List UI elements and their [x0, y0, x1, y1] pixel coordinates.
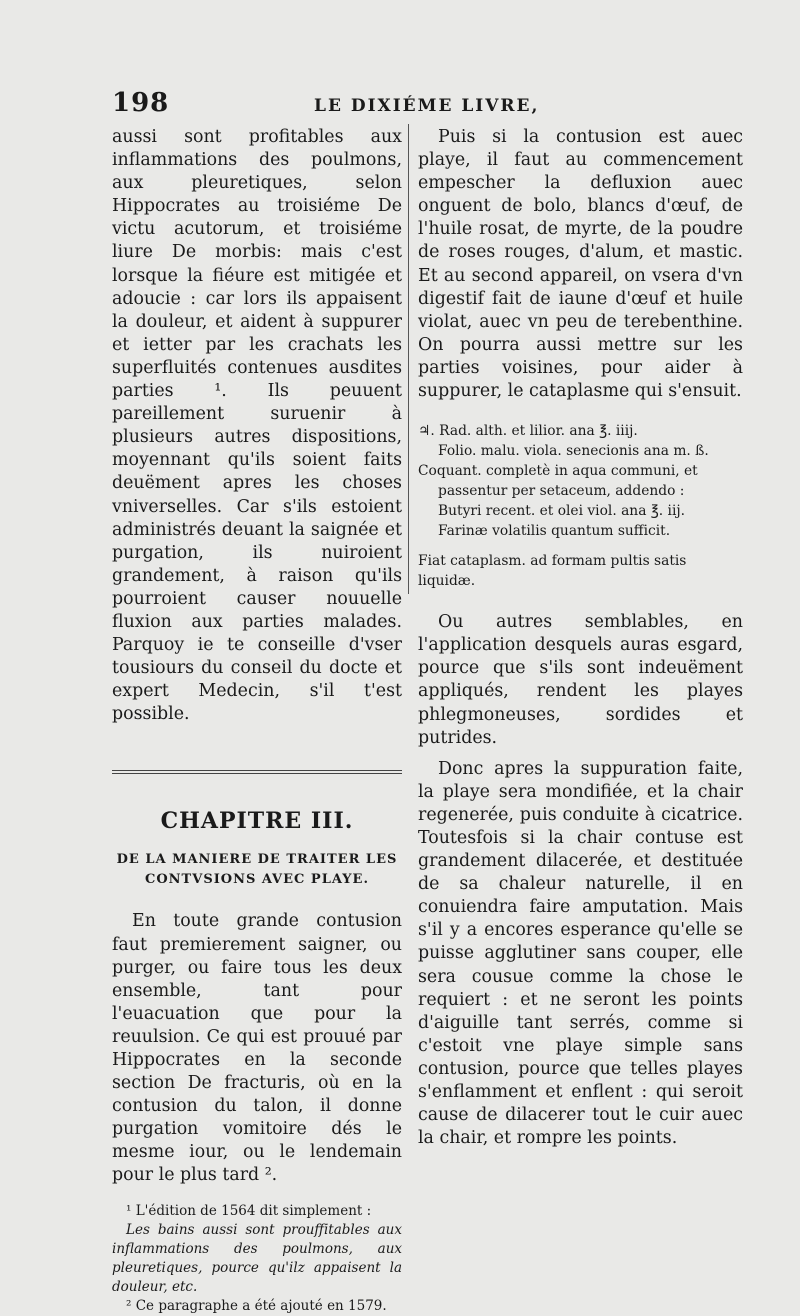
- footnote-1-intro: ¹ L'édition de 1564 dit simplement :: [126, 1202, 372, 1219]
- recipe-line: Butyri recent. et olei viol. ana ℥. iij.: [438, 503, 686, 520]
- right-paragraph-1: Puis si la contusion est auec playe, il faut au commencement empescher la defluxion auec onguent de bolo, blancs d'œuf, de l'huile rosat, de myrte, de la poudre de roses rouges, d'alum, et mastic. Et au second appareil, on vsera d'vn digestif fait de iaune d'œuf et huile violat, auec vn peu de terebenthine. On pourra aussi mettre sur les parties voisines, pour aider à suppurer, le cataplasme qui s'ensuit.: [418, 127, 743, 402]
- left-paragraph-1: aussi sont profitables aux inflammations des poulmons, aux pleuretiques, selon Hippocrates au troisiéme De victu acutorum, et troisiéme liure De morbis: mais c'est lorsque la fiéure est mitigée et adoucie : car lors ils appaisent la douleur, et aident à suppurer et ietter par les crachats les superfluités contenues ausdites parties ¹. Ils peuuent pareillement suruenir à plusieurs autres dispositions, moyennant qu'ils soient faits deuëment apres les choses vniverselles. Car s'ils estoient administrés deuant la saignée et purgation, ils nuiroient grandement, à raison qu'ils pourroient causer nouuelle fluxion aux parties malades. Parquoy ie te conseille d'vser tousiours du conseil du docte et expert Medecin, s'il t'est possible.: [112, 127, 402, 725]
- column-divider: [408, 124, 409, 594]
- recipe-line: ♃. Rad. alth. et lilior. ana ℥. iiij.: [418, 423, 638, 440]
- left-column: [112, 126, 402, 1316]
- running-head: LE DIXIÉME LIVRE,: [314, 96, 540, 116]
- page-header: [112, 88, 712, 118]
- recipe-line: Fiat cataplasm. ad formam pultis satis liquidæ.: [418, 553, 687, 590]
- right-paragraph-3: Donc apres la suppuration faite, la playe sera mondifiée, et la chair regenerée, puis conduite à cicatrice. Toutesfois si la chair contuse est grandement dilacerée, et destituée de sa chaleur naturelle, il en conuiendra faire amputation. Mais s'il y a encores esperance qu'elle se puisse agglutiner sans couper, elle sera cousue comme la chose le requiert : et ne seront les points d'aiguille tant serrés, comme si c'estoit vne playe simple sans contusion, pource que telles playes s'enflamment et enflent : qui seroit cause de dilacerer tout le cuir auec la chair, et rompre les points.: [418, 758, 743, 1149]
- footnote-1-quote: Les bains aussi sont prouffitables aux inflammations des poulmons, aux pleuretiques, pource qu'ilz appaisent la douleur, etc.: [112, 1221, 402, 1295]
- recipe: [418, 421, 743, 591]
- section-separator: [112, 770, 402, 774]
- recipe-line: passentur per setaceum, addendo :: [438, 483, 685, 500]
- left-paragraph-2: En toute grande contusion faut premierement saigner, ou purger, ou faire tous les deux ensemble, tant pour l'euacuation que pour la reuulsion. Ce qui est prouué par Hippocrates en la seconde section De fracturis, où en la contusion du talon, il donne purgation vomitoire dés le mesme iour, ou le lendemain pour le plus tard ².: [112, 911, 402, 1186]
- right-column: [418, 126, 743, 1150]
- recipe-line: Coquant. completè in aqua communi, et: [418, 463, 698, 480]
- recipe-line: Folio. malu. viola. senecionis ana m. ß.: [438, 443, 709, 460]
- page-number: 198: [112, 88, 170, 118]
- chapter-subtitle: DE LA MANIERE DE TRAITER LES CONTVSIONS AVEC PLAYE.: [116, 852, 398, 888]
- recipe-line: Farinæ volatilis quantum sufficit.: [438, 523, 671, 540]
- chapter-title: CHAPITRE III.: [160, 808, 354, 835]
- footnotes: [112, 1202, 402, 1316]
- footnote-2: ² Ce paragraphe a été ajouté en 1579.: [126, 1297, 387, 1314]
- right-paragraph-2: Ou autres semblables, en l'application desquels auras esgard, pource que s'ils sont indeuëment appliqués, rendent les playes phlegmoneuses, sordides et putrides.: [418, 612, 743, 748]
